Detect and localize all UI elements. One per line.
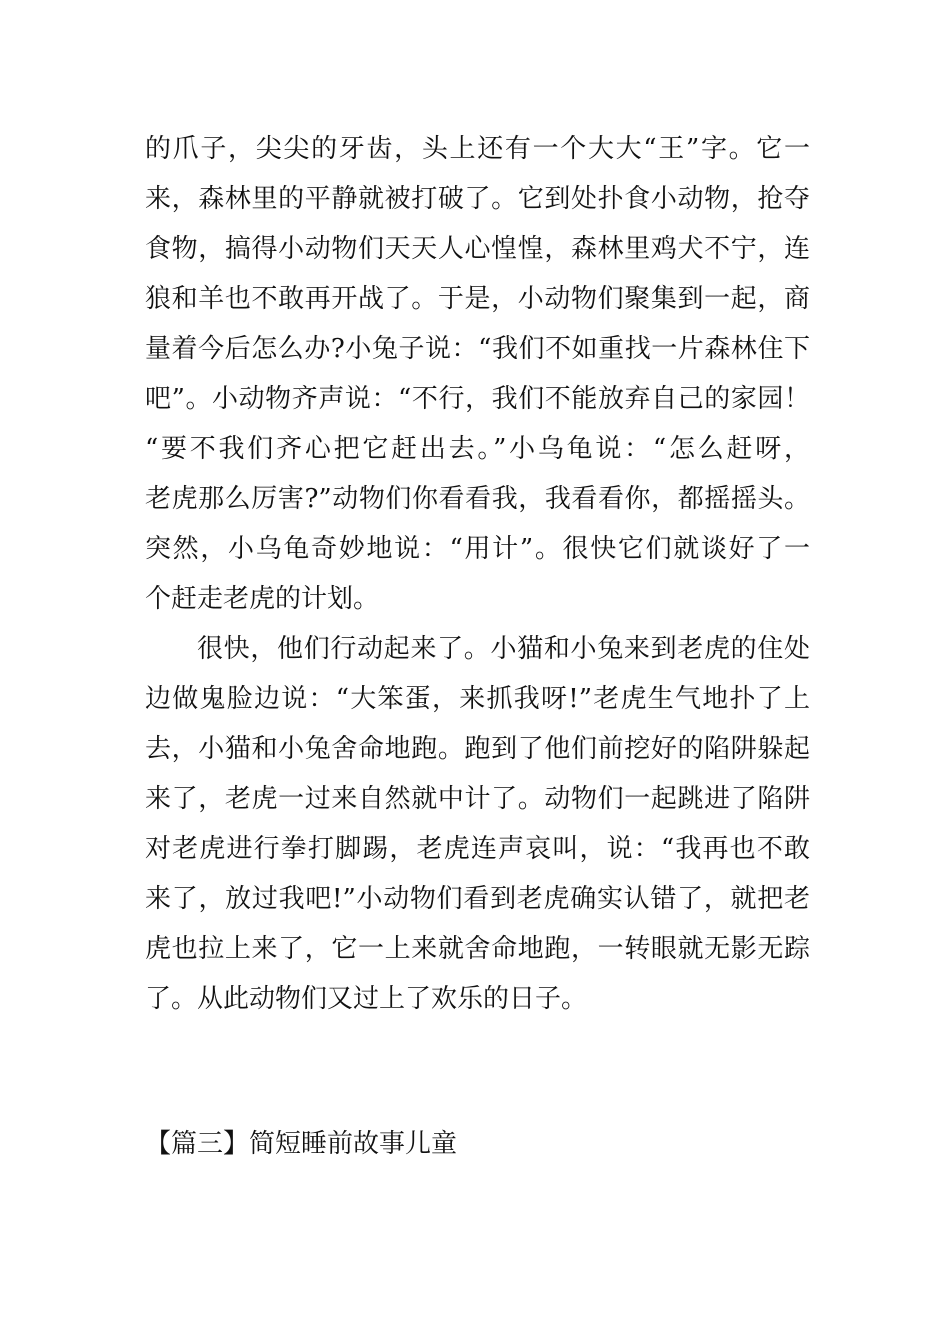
text-line: 老虎那么厉害?”动物们你看看我，我看看你，都摇摇头。 (145, 484, 810, 514)
text-line: 边做鬼脸边说：“大笨蛋，来抓我呀!”老虎生气地扑了上 (145, 684, 810, 714)
text-line: 对老虎进行拳打脚踢，老虎连声哀叫，说：“我再也不敢 (145, 834, 810, 864)
text-line: 来了，放过我吧!”小动物们看到老虎确实认错了，就把老 (145, 884, 810, 914)
text-line: 的爪子，尖尖的牙齿，头上还有一个大大“王”字。它一 (145, 134, 810, 164)
text-line: 突然，小乌龟奇妙地说：“用计”。很快它们就谈好了一 (145, 534, 810, 564)
text-line: 吧”。小动物齐声说：“不行，我们不能放弃自己的家园！ (145, 384, 810, 414)
text-line: 虎也拉上来了，它一上来就舍命地跑，一转眼就无影无踪 (145, 934, 810, 964)
text-line: 来了，老虎一过来自然就中计了。动物们一起跳进了陷阱 (145, 784, 810, 814)
text-line: 狼和羊也不敢再开战了。于是，小动物们聚集到一起，商 (145, 284, 810, 314)
text-line: 食物，搞得小动物们天天人心惶惶，森林里鸡犬不宁，连 (145, 234, 810, 264)
text-line: 了。从此动物们又过上了欢乐的日子。 (145, 984, 588, 1014)
text-line: 个赶走老虎的计划。 (145, 584, 380, 614)
text-line: 来，森林里的平静就被打破了。它到处扑食小动物，抢夺 (145, 184, 810, 214)
text-line: 去，小猫和小兔舍命地跑。跑到了他们前挖好的陷阱躲起 (145, 734, 810, 764)
text-line: 很快，他们行动起来了。小猫和小兔来到老虎的住处 (197, 634, 810, 664)
text-line: 量着今后怎么办?小兔子说：“我们不如重找一片森林住下 (145, 334, 810, 364)
text-line: “要不我们齐心把它赶出去。”小乌龟说：“怎么赶呀， (145, 434, 810, 464)
section-heading: 【篇三】简短睡前故事儿童 (145, 1129, 458, 1159)
